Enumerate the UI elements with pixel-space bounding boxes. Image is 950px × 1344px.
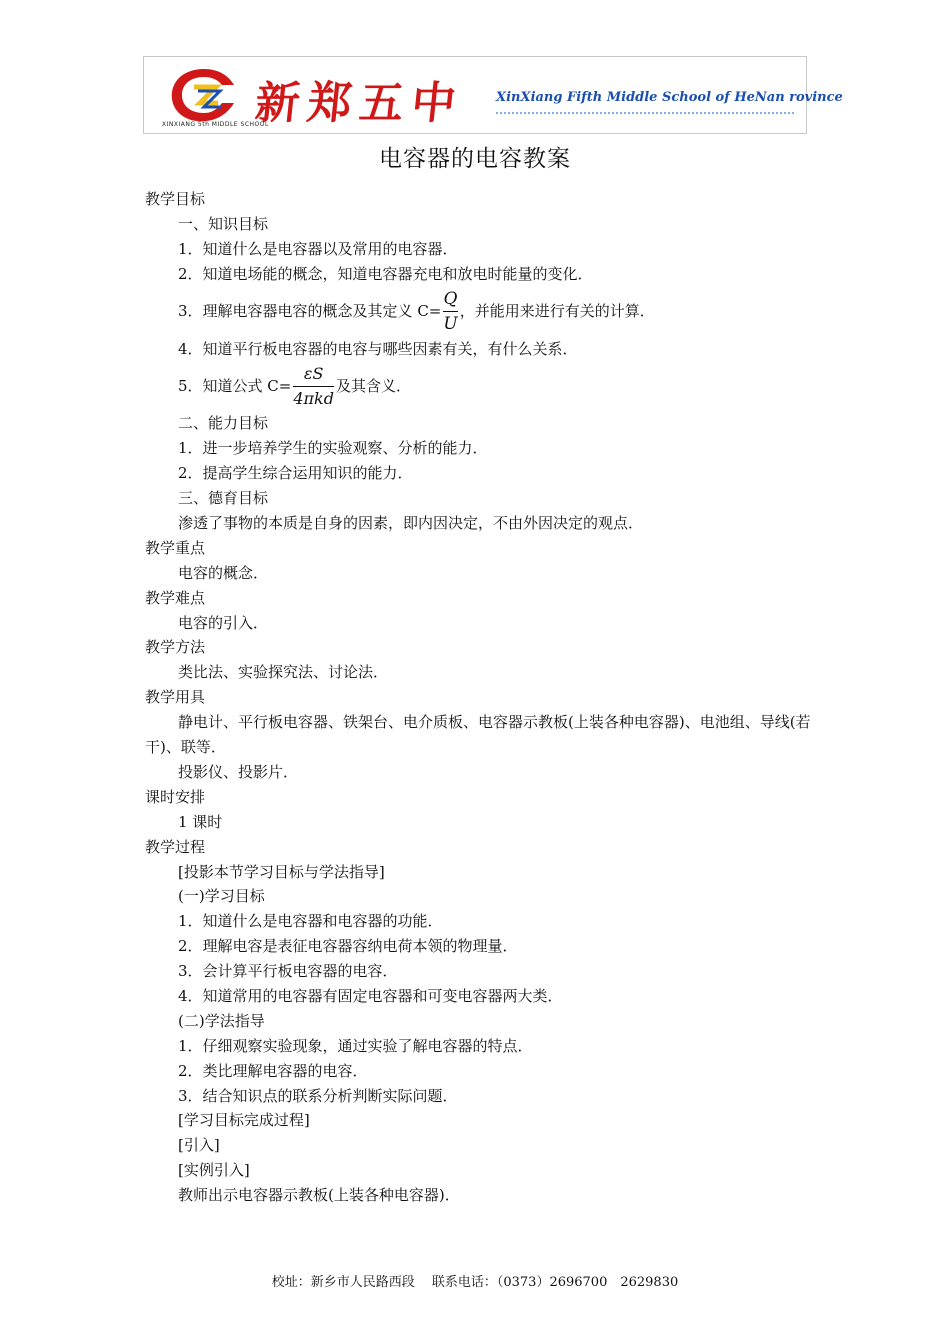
list-item-formula [145,287,813,337]
subsection-heading: 二、能力目标 [178,414,269,433]
capacitance-definition-fraction [443,288,457,335]
paragraph: 电容的引入． [178,613,269,632]
paragraph: 投影仪、投影片． [178,762,299,781]
subsection-heading: (二)学法指导 [178,1011,265,1030]
school-banner [143,56,843,134]
paragraph: [实例引入] [178,1161,250,1180]
fraction-bar [443,311,457,312]
section-heading: 教学目标 [145,190,206,208]
paragraph: 教师出示电容器示教板(上装各种电容器)． [178,1186,460,1205]
list-item: 2．理解电容是表征电容器容纳电荷本领的物理量． [178,937,518,956]
fraction-denominator: U [443,314,458,335]
list-item: 3．会计算平行板电容器的电容． [178,962,398,981]
fraction-numerator: εS [303,363,324,383]
formula-prefix: 3．理解电容器电容的概念及其定义 C= [178,302,442,321]
list-item: 2．类比理解电容器的电容． [178,1061,368,1080]
subsection-heading: 三、德育目标 [178,489,269,508]
section-heading: 课时安排 [145,787,206,806]
document-body [145,187,813,1208]
paragraph: [投影本节学习目标与学法指导] [178,862,385,881]
subsection-heading: 一、知识目标 [178,214,269,233]
school-name-cn: 新郑五中 [252,78,467,129]
list-item: 4．知道平行板电容器的电容与哪些因素有关，有什么关系． [178,339,578,358]
school-logo-icon [164,63,244,127]
paragraph: 电容的概念． [178,563,269,582]
paragraph: [引入] [178,1136,220,1155]
section-heading: 教学过程 [145,837,206,856]
subsection-heading: (一)学习目标 [178,887,265,906]
list-item: 3．结合知识点的联系分析判断实际问题． [178,1086,458,1105]
paragraph: [学习目标完成过程] [178,1111,310,1130]
paragraph: 1 课时 [178,812,223,831]
fraction-numerator: Q [443,289,458,310]
logo-caption: XINXIANG 5th MIDDLE SCHOOL [162,121,269,128]
page-title: 电容器的电容教案 [379,146,571,172]
paragraph: 渗透了事物的本质是自身的因素，即内因决定，不由外因决定的观点． [178,514,644,533]
page-footer: 校址：新乡市人民路西段 联系电话：（0373）2696700 2629830 [271,1275,679,1290]
list-item: 4．知道常用的电容器有固定电容器和可变电容器两大类． [178,986,563,1005]
decorative-underline [496,112,796,114]
fraction-denominator: 4πkd [293,388,334,408]
school-name-en: XinXiang Fifth Middle School of HeNan rovince [496,90,843,105]
parallel-plate-formula-fraction [293,363,334,410]
list-item: 2．提高学生综合运用知识的能力． [178,464,413,483]
list-item: 2．知道电场能的概念，知道电容器充电和放电时能量的变化． [178,264,593,283]
list-item: 1．知道什么是电容器和电容器的功能． [178,912,443,931]
paragraph: 静电计、平行板电容器、铁架台、电介质板、电容器示教板(上装各种电容器)、电池组、导线(若干)、联等． [145,713,811,757]
section-heading: 教学用具 [145,688,206,707]
formula-suffix: 及其含义． [336,377,412,395]
section-heading: 教学难点 [145,588,206,607]
list-item: 1．仔细观察实验现象，通过实验了解电容器的特点． [178,1036,533,1055]
formula-suffix: ，并能用来进行有关的计算． [459,302,655,321]
formula-prefix: 5．知道公式 C= [178,377,292,395]
fraction-bar [293,386,334,387]
section-heading: 教学方法 [145,638,206,657]
list-item: 1．进一步培养学生的实验观察、分析的能力． [178,439,488,458]
section-heading: 教学重点 [145,538,206,557]
list-item-formula [145,361,813,411]
list-item: 1．知道什么是电容器以及常用的电容器． [178,239,458,258]
paragraph: 类比法、实验探究法、讨论法． [178,663,389,682]
